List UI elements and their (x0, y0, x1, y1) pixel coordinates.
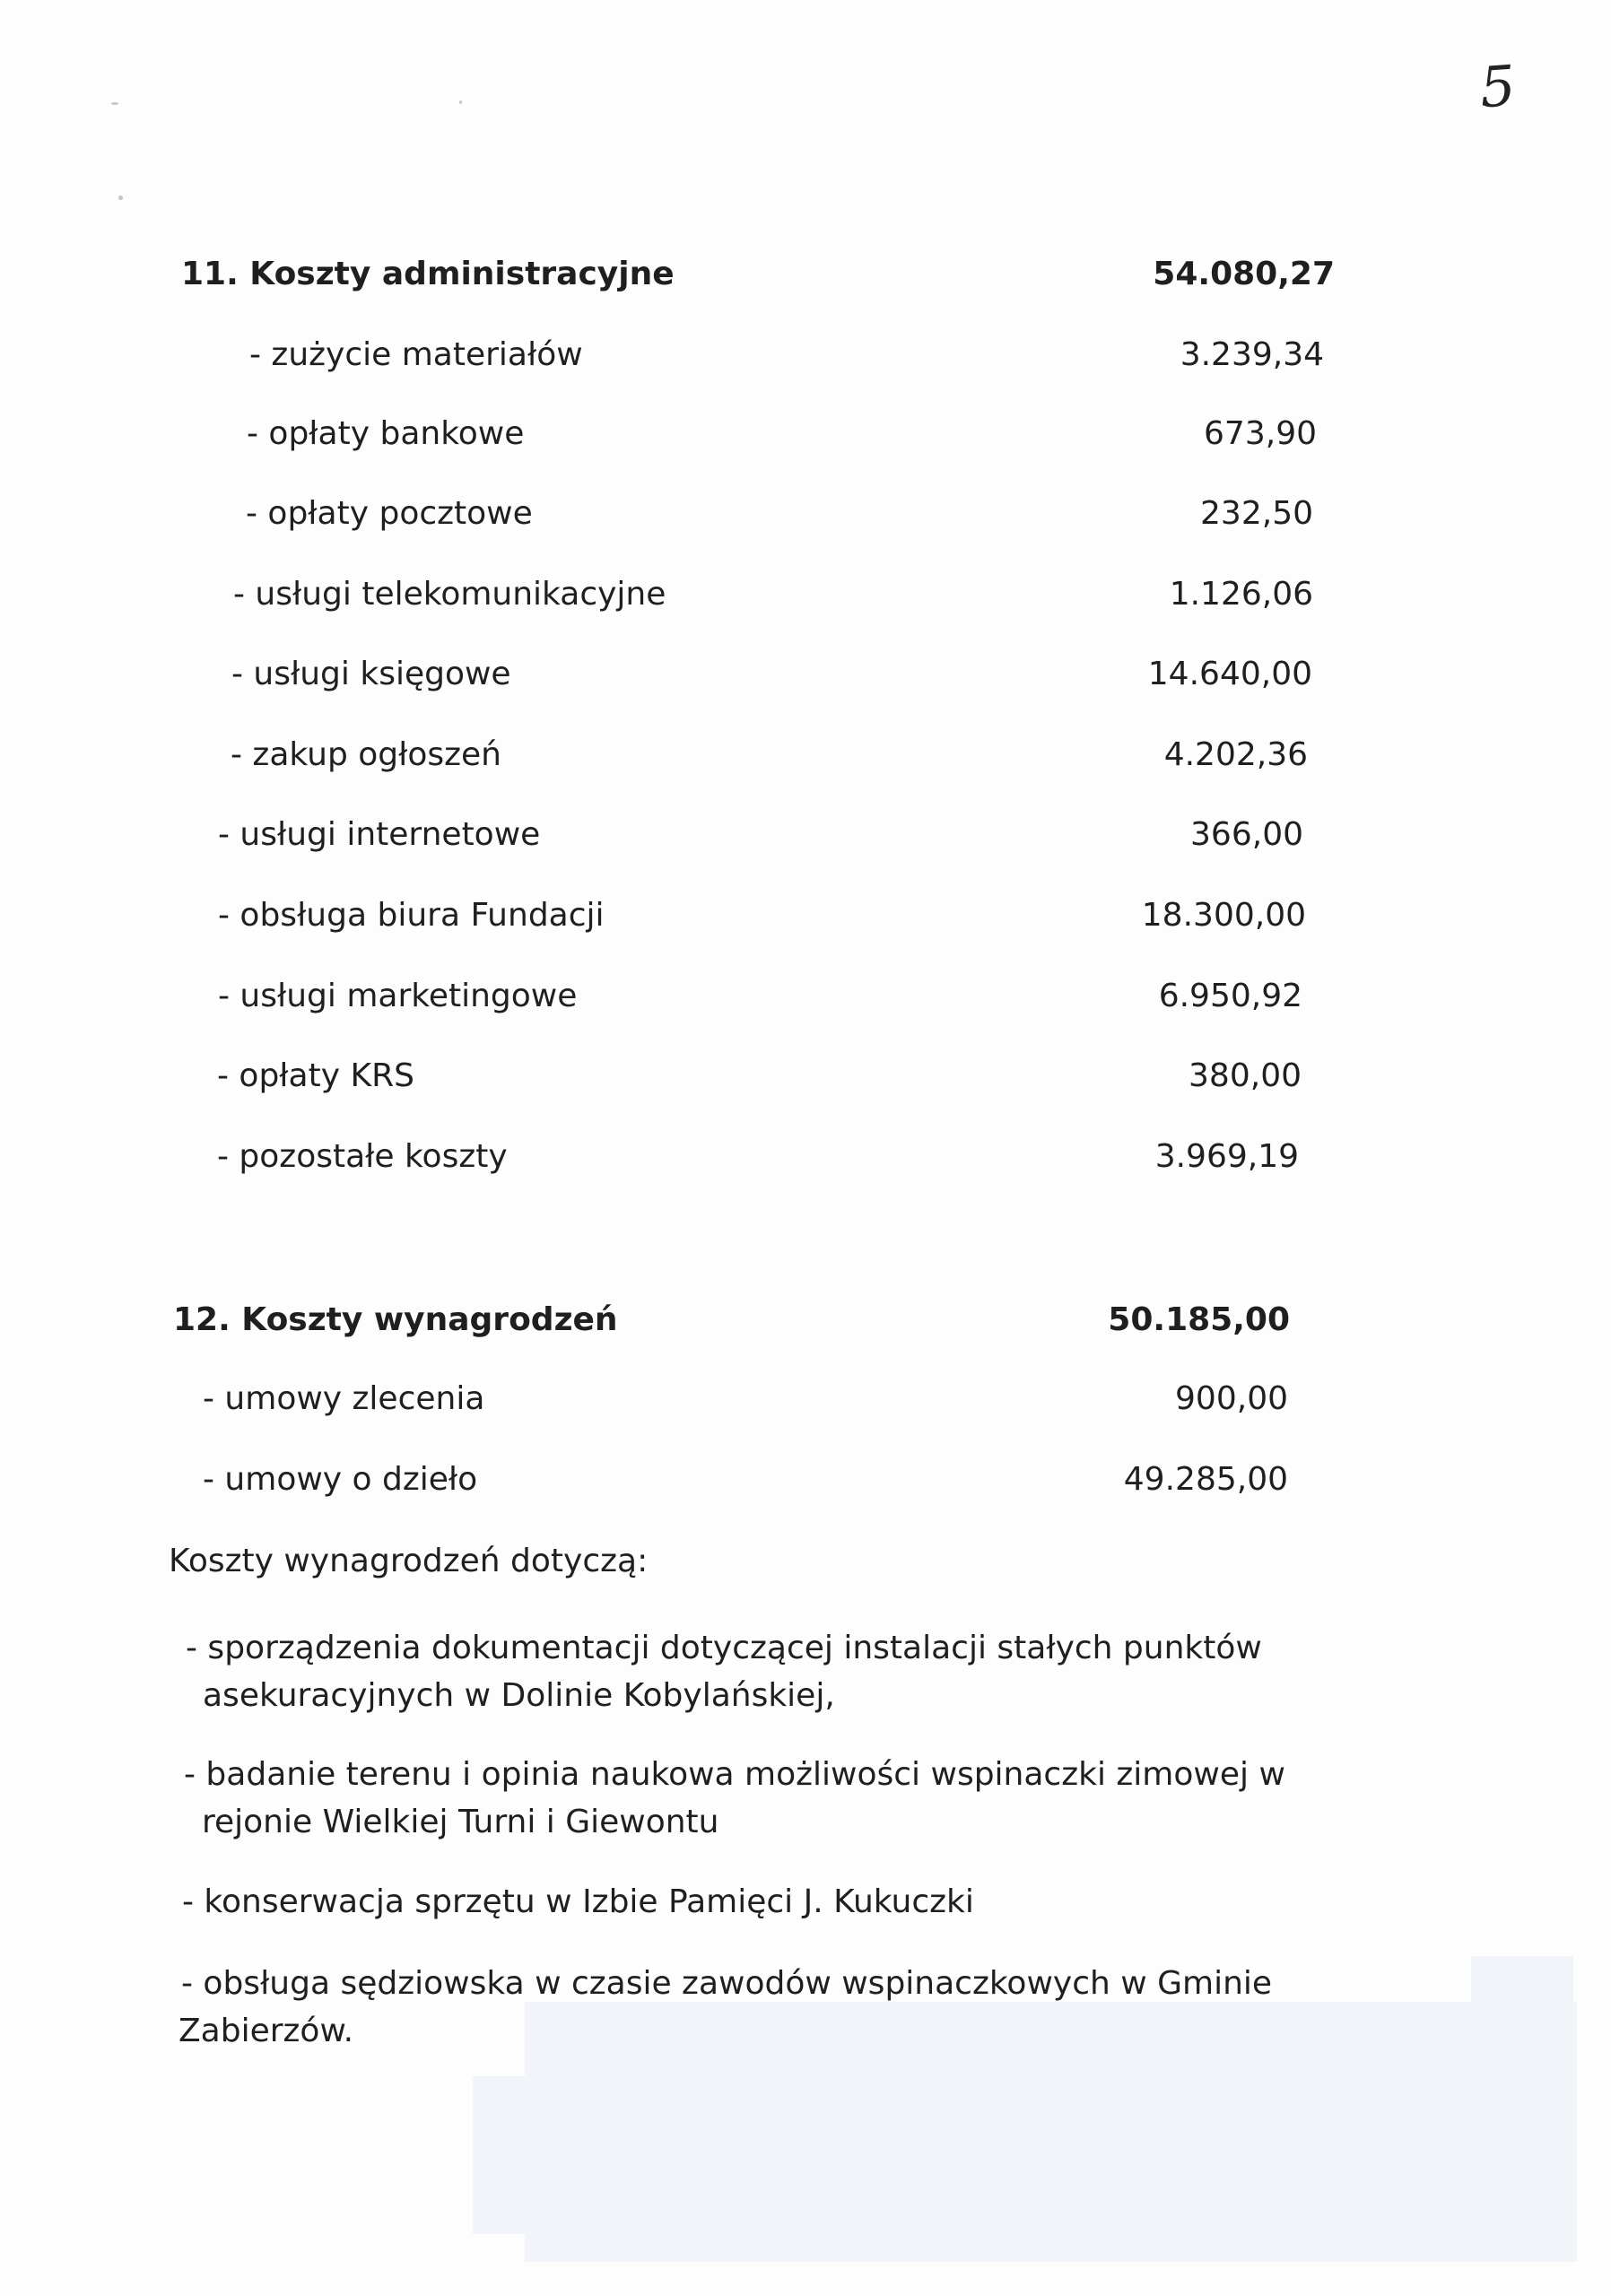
cost-item-label: - usługi księgowe (231, 656, 511, 692)
cost-item-label: - usługi internetowe (218, 816, 541, 853)
cost-item-row (0, 1136, 1611, 1178)
cost-item-label: - usługi marketingowe (218, 978, 578, 1014)
scan-speck (459, 100, 462, 104)
cost-item-row (0, 735, 1611, 776)
section-heading: 12. Koszty wynagrodzeń (173, 1301, 618, 1338)
cost-item-row (0, 335, 1611, 376)
wages-note-bullet-line: - badanie terenu i opinia naukowa możliwości wspinaczki zimowej w (184, 1756, 1285, 1793)
cost-item-amount: 673,90 (1204, 415, 1317, 452)
cost-item-row (0, 895, 1611, 936)
section-total: 54.080,27 (1153, 256, 1335, 292)
cost-item-label: - opłaty KRS (217, 1057, 414, 1094)
cost-item-amount: 900,00 (1175, 1380, 1288, 1417)
section-11-heading-row (0, 254, 1611, 295)
cost-item-label: - obsługa biura Fundacji (218, 897, 605, 934)
cost-item-amount: 49.285,00 (1123, 1461, 1288, 1498)
cost-item-amount: 4.202,36 (1163, 736, 1308, 773)
cost-item-row (0, 976, 1611, 1017)
handwritten-page-number: 5 (1477, 52, 1518, 121)
cost-item-row (0, 493, 1611, 535)
cost-item-row (0, 413, 1611, 455)
cost-item-amount: 3.239,34 (1180, 336, 1324, 373)
wages-note-bullet-line: - sporządzenia dokumentacji dotyczącej instalacji stałych punktów (186, 1630, 1262, 1666)
cost-item-label: - opłaty bankowe (247, 415, 525, 452)
cost-item-label: - zużycie materiałów (249, 336, 583, 373)
wages-note-bullet-line: - konserwacja sprzętu w Izbie Pamięci J. Kukuczki (182, 1883, 974, 1920)
cost-item-amount: 366,00 (1190, 816, 1303, 853)
redaction-block (525, 2002, 1577, 2262)
scan-speck (111, 102, 118, 105)
wages-note-intro: Koszty wynagrodzeń dotyczą: (169, 1543, 649, 1579)
section-12-heading-row (0, 1300, 1611, 1341)
wages-note-bullet-line: asekuracyjnych w Dolinie Kobylańskiej, (203, 1677, 835, 1714)
section-total: 50.185,00 (1108, 1301, 1290, 1338)
cost-item-row (0, 1056, 1611, 1097)
cost-item-row (0, 574, 1611, 615)
cost-item-label: - opłaty pocztowe (246, 495, 533, 532)
cost-item-label: - umowy o dzieło (203, 1461, 478, 1498)
redaction-block (1471, 1956, 1573, 2006)
cost-item-amount: 380,00 (1189, 1057, 1302, 1094)
section-heading: 11. Koszty administracyjne (181, 256, 675, 292)
wages-note-bullet-line: rejonie Wielkiej Turni i Giewontu (202, 1804, 719, 1840)
cost-item-label: - usługi telekomunikacyjne (233, 576, 666, 613)
scan-speck (118, 196, 123, 200)
wages-note-bullet-line: - obsługa sędziowska w czasie zawodów wspinaczkowych w Gminie (181, 1965, 1273, 2002)
cost-item-label: - pozostałe koszty (217, 1138, 508, 1175)
cost-item-label: - umowy zlecenia (203, 1380, 485, 1417)
cost-item-amount: 14.640,00 (1147, 656, 1312, 692)
cost-item-amount: 3.969,19 (1154, 1138, 1299, 1175)
cost-item-amount: 6.950,92 (1158, 978, 1302, 1014)
cost-item-amount: 1.126,06 (1169, 576, 1313, 613)
cost-item-row (0, 1378, 1611, 1420)
cost-item-row (0, 814, 1611, 856)
cost-item-row (0, 654, 1611, 695)
cost-item-amount: 232,50 (1200, 495, 1313, 532)
wages-note-bullet-line: Zabierzów. (179, 2013, 354, 2049)
cost-item-row (0, 1459, 1611, 1500)
cost-item-label: - zakup ogłoszeń (231, 736, 501, 773)
redaction-block (473, 2076, 527, 2234)
cost-item-amount: 18.300,00 (1141, 897, 1306, 934)
